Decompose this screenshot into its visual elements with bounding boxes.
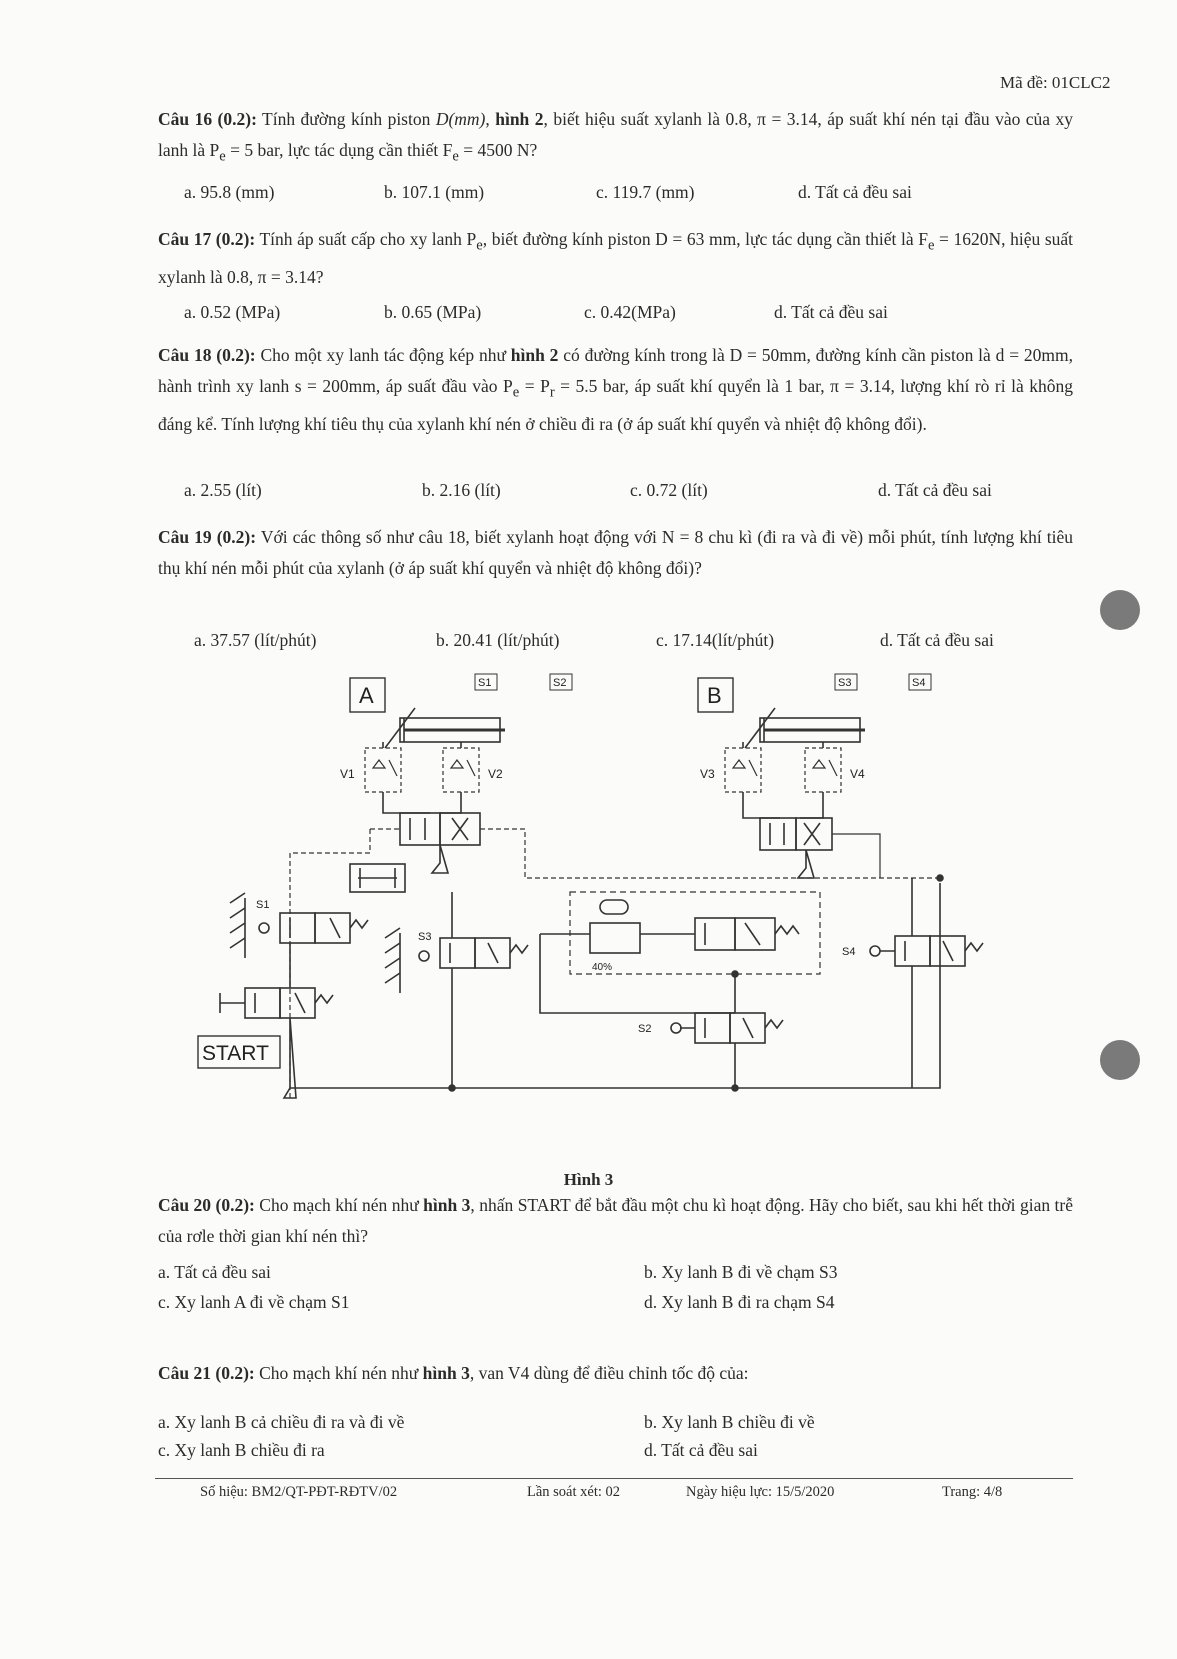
marker-s2: S2	[553, 677, 567, 689]
question-text: Tính đường kính piston	[256, 109, 436, 129]
label-s2: S2	[638, 1023, 652, 1035]
option-b[interactable]: b. 107.1 (mm)	[384, 182, 485, 202]
question-text: , nhấn START để bắt đầu một chu kì hoạt động. Hãy cho biết, sau khi hết thời gian trễ của rơle thời gian khí nén thì?	[158, 1195, 1073, 1246]
option-a[interactable]: a. 2.55 (lít)	[184, 480, 262, 500]
question-text: , biết đường kính piston D = 63 mm, lực tác dụng cần thiết là F	[482, 229, 928, 249]
question-text: Với các thông số như câu 18, biết xylanh hoạt động với N = 8 chu kì (đi ra và đi về) mỗi phút, tính lượng khí tiêu thụ khí nén mỗi phút của xylanh (ở áp suất khí quyển và nhiệt độ không đổi)?	[158, 527, 1073, 578]
question-19	[158, 522, 1073, 584]
footer-doc-no: Số hiệu: BM2/QT-PĐT-RĐTV/02	[200, 1484, 398, 1500]
option-b[interactable]: b. Xy lanh B chiều đi về	[644, 1412, 815, 1432]
footer-page: Trang: 4/8	[942, 1484, 1003, 1500]
figure-ref: hình 2	[495, 109, 544, 129]
label-b: B	[707, 683, 722, 708]
question-label: Câu 21 (0.2):	[158, 1363, 255, 1383]
option-a[interactable]: a. 0.52 (MPa)	[184, 302, 281, 322]
question-21	[158, 1358, 1073, 1389]
option-a[interactable]: a. Tất cả đều sai	[158, 1262, 271, 1282]
question-label: Câu 17 (0.2):	[158, 229, 256, 249]
question-text: Cho mạch khí nén như	[254, 1363, 423, 1383]
question-text: Cho mạch khí nén như	[254, 1195, 424, 1215]
marker-s1: S1	[478, 677, 492, 689]
label-v3: V3	[700, 767, 715, 781]
option-b[interactable]: b. 2.16 (lít)	[422, 480, 501, 500]
option-c[interactable]: c. Xy lanh B chiều đi ra	[158, 1440, 325, 1460]
question-16: Câu 16 (0.2): Tính đường kính piston D(mm), hình 2, biết hiệu suất xylanh là 0.8, π = 3.14, áp suất khí nén tại đầu vào của xy lanh là $P_e = 5$ bar, lực tác dụng cần thiết $F_e = 4500$ N?	[158, 109, 1074, 165]
question-text: , van V4 dùng để điều chỉnh tốc độ của:	[469, 1363, 749, 1383]
figure-ref: hình 2	[510, 345, 559, 365]
limit-switch-markers	[478, 677, 925, 689]
question-var: D(mm)	[435, 109, 486, 129]
option-d[interactable]: d. Tất cả đều sai	[644, 1440, 758, 1460]
pneumatic-circuit-diagram	[190, 668, 1070, 1163]
footer-effective-date: Ngày hiệu lực: 15/5/2020	[686, 1484, 835, 1500]
question-label: Câu 19 (0.2):	[158, 527, 257, 547]
question-text: = 5 bar, lực tác dụng cần thiết F	[225, 140, 453, 160]
figure-ref: hình 3	[423, 1195, 471, 1215]
start-label[interactable]: START	[202, 1042, 269, 1065]
question-17: Câu 17 (0.2): Tính áp suất cấp cho xy lanh $P_e$, biết đường kính piston D = 63 mm, lực tác dụng cần thiết là $F_e = 1620N$, hiệu suất xylanh là 0.8, π = 3.14?	[158, 229, 1074, 287]
option-d[interactable]: d. Tất cả đều sai	[878, 480, 992, 500]
exam-code: Mã đề: 01CLC2	[1000, 73, 1111, 92]
option-b[interactable]: b. 20.41 (lít/phút)	[436, 630, 560, 650]
question-text: , biết hiệu suất xylanh là 0.8, π = 3.14, áp suất khí nén tại đầu vào của xy lanh là P	[158, 109, 1074, 160]
question-text: Tính áp suất cấp cho xy lanh P	[255, 229, 477, 249]
question-20	[158, 1190, 1073, 1252]
option-d[interactable]: d. Tất cả đều sai	[774, 302, 888, 322]
question-text: Cho một xy lanh tác động kép như	[255, 345, 511, 365]
punch-hole	[1100, 1040, 1140, 1080]
option-d[interactable]: d. Xy lanh B đi ra chạm S4	[644, 1292, 835, 1312]
label-s1: S1	[256, 899, 270, 911]
label-s3: S3	[418, 931, 432, 943]
option-c[interactable]: c. 0.72 (lít)	[630, 480, 708, 500]
label-s4: S4	[842, 946, 856, 958]
label-v2: V2	[488, 767, 503, 781]
question-text: = 1620N, hiệu suất xylanh là 0.8, π = 3.14?	[158, 229, 1074, 287]
marker-s3: S3	[838, 677, 852, 689]
question-text: ,	[485, 109, 496, 129]
question-label: Câu 20 (0.2):	[158, 1195, 255, 1215]
question-label: Câu 18 (0.2):	[158, 345, 256, 365]
figure-ref: hình 3	[422, 1363, 470, 1383]
option-c[interactable]: c. 119.7 (mm)	[596, 182, 695, 202]
option-d[interactable]: d. Tất cả đều sai	[798, 182, 912, 202]
option-c[interactable]: c. Xy lanh A đi về chạm S1	[158, 1292, 350, 1312]
label-v1: V1	[340, 767, 355, 781]
option-b[interactable]: b. 0.65 (MPa)	[384, 302, 482, 322]
question-text: có đường kính trong là D = 50mm, đường kính cần piston là d = 20mm, hành trình xy lanh s = 200mm, áp suất đầu vào P	[158, 345, 1073, 396]
option-a[interactable]: a. 37.57 (lít/phút)	[194, 630, 317, 650]
punch-hole	[1100, 590, 1140, 630]
label-a: A	[359, 683, 374, 708]
timer-percent: 40%	[592, 962, 613, 973]
option-b[interactable]: b. Xy lanh B đi về chạm S3	[644, 1262, 838, 1282]
label-v4: V4	[850, 767, 865, 781]
footer-revision: Lần soát xét: 02	[527, 1484, 621, 1500]
marker-s4: S4	[912, 677, 926, 689]
question-text: = 4500 N?	[458, 140, 538, 160]
question-label: Câu 16 (0.2):	[158, 109, 257, 129]
option-d[interactable]: d. Tất cả đều sai	[880, 630, 994, 650]
option-a[interactable]: a. 95.8 (mm)	[184, 182, 275, 202]
question-text: = P	[519, 376, 550, 396]
option-c[interactable]: c. 0.42(MPa)	[584, 302, 676, 322]
footer-divider	[155, 1478, 1073, 1479]
option-c[interactable]: c. 17.14(lít/phút)	[656, 630, 775, 650]
question-text: = 5.5 bar, áp suất khí quyển là 1 bar, π = 3.14, lượng khí rò rỉ là không đáng kể. Tính lượng khí tiêu thụ của xylanh khí nén ở chiều đi ra (ở áp suất khí quyển và nhiệt độ không đổi).	[158, 376, 1073, 434]
option-a[interactable]: a. Xy lanh B cả chiều đi ra và đi về	[158, 1412, 405, 1432]
figure-caption: Hình 3	[563, 1170, 614, 1189]
question-18: Câu 18 (0.2): Cho một xy lanh tác động kép như hình 2 có đường kính trong là D = 50mm, đường kính cần piston là d = 20mm, hành trình xy lanh s = 200mm, áp suất đầu vào $P_e = P_r = 5.5$ bar, áp suất khí quyển là 1 bar, π = 3.14, lượng khí rò rỉ là không đáng kể. Tính lượng khí tiêu thụ của xylanh khí nén ở chiều đi ra (ở áp suất khí quyển và nhiệt độ không đổi).	[158, 345, 1073, 434]
